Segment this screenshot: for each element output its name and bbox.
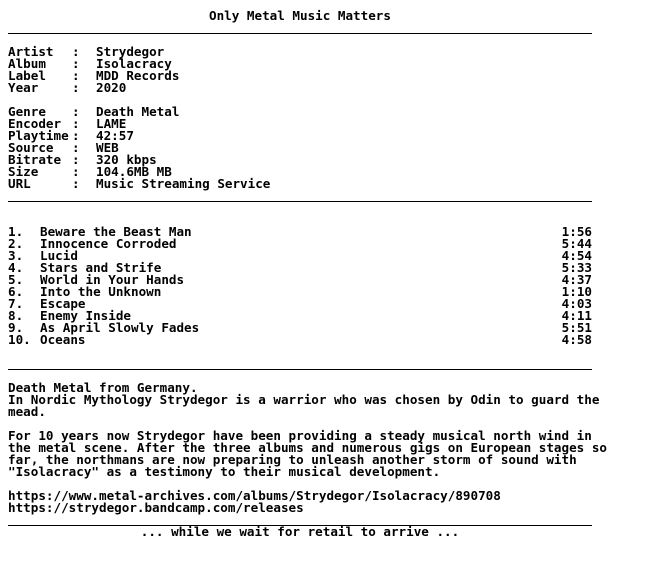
description-line: far, the northmans are now preparing to unleash another storm of sound with	[8, 452, 577, 467]
info-key: URL	[8, 176, 31, 191]
track-duration: 4:58	[561, 332, 592, 347]
track-number: 5.	[8, 272, 24, 287]
description-line: In Nordic Mythology Strydegor is a warrior who was chosen by Odin to guard the	[8, 392, 600, 407]
info-key: Label	[8, 68, 46, 83]
link-metal-archives[interactable]: https://www.metal-archives.com/albums/Strydegor/Isolacracy/890708	[8, 488, 501, 503]
info-value: LAME	[96, 116, 127, 131]
divider	[8, 190, 592, 202]
track-number: 1.	[8, 224, 24, 239]
track-duration: 4:37	[561, 272, 592, 287]
track-title: Escape	[40, 296, 86, 311]
footer-text: ... while we wait for retail to arrive ...	[140, 524, 460, 539]
info-row-url	[8, 178, 648, 190]
description-line: Death Metal from Germany.	[8, 380, 198, 395]
tracklist	[8, 226, 648, 346]
track-row	[8, 238, 592, 250]
track-title: Oceans	[40, 332, 86, 347]
track-number: 7.	[8, 296, 24, 311]
description-line: For 10 years now Strydegor have been providing a steady musical north wind in	[8, 428, 592, 443]
link-bandcamp[interactable]: https://strydegor.bandcamp.com/releases	[8, 500, 304, 515]
info-separator: :	[72, 128, 80, 143]
release-description	[8, 382, 648, 478]
info-separator: :	[72, 140, 80, 155]
track-row	[8, 286, 592, 298]
info-value: Strydegor	[96, 44, 165, 59]
info-separator: :	[72, 164, 80, 179]
info-value: Music Streaming Service	[96, 176, 271, 191]
track-title: Innocence Corroded	[40, 236, 177, 251]
track-number: 9.	[8, 320, 24, 335]
description-line: "Isolacracy" as a testimony to their musical development.	[8, 464, 441, 479]
track-title: Into the Unknown	[40, 284, 162, 299]
info-key: Size	[8, 164, 39, 179]
description-line: mead.	[8, 404, 46, 419]
track-duration: 4:03	[561, 296, 592, 311]
info-value: Death Metal	[96, 104, 180, 119]
info-separator: :	[72, 176, 80, 191]
track-title: Beware the Beast Man	[40, 224, 192, 239]
page-title: Only Metal Music Matters	[209, 8, 391, 23]
info-key: Artist	[8, 44, 54, 59]
info-key: Playtime	[8, 128, 69, 143]
release-info	[8, 46, 648, 94]
track-number: 10.	[8, 332, 31, 347]
info-key: Album	[8, 56, 46, 71]
divider	[8, 358, 592, 370]
track-duration: 5:44	[561, 236, 592, 251]
info-key: Source	[8, 140, 54, 155]
info-separator: :	[72, 116, 80, 131]
info-separator: :	[72, 104, 80, 119]
track-number: 2.	[8, 236, 24, 251]
track-duration: 4:11	[561, 308, 592, 323]
info-key: Bitrate	[8, 152, 62, 167]
info-row-year	[8, 82, 648, 94]
track-title: World in Your Hands	[40, 272, 185, 287]
info-key: Year	[8, 80, 39, 95]
track-number: 3.	[8, 248, 24, 263]
track-duration: 5:51	[561, 320, 592, 335]
info-value: Isolacracy	[96, 56, 172, 71]
info-separator: :	[72, 44, 80, 59]
info-value: WEB	[96, 140, 119, 155]
track-title: As April Slowly Fades	[40, 320, 200, 335]
track-row	[8, 322, 592, 334]
info-separator: :	[72, 152, 80, 167]
track-number: 6.	[8, 284, 24, 299]
info-separator: :	[72, 56, 80, 71]
track-number: 4.	[8, 260, 24, 275]
info-separator: :	[72, 68, 80, 83]
track-duration: 1:10	[561, 284, 592, 299]
info-value: 2020	[96, 80, 127, 95]
info-value: 104.6MB MB	[96, 164, 172, 179]
track-duration: 1:56	[561, 224, 592, 239]
track-title: Stars and Strife	[40, 260, 162, 275]
divider	[8, 514, 592, 526]
track-duration: 5:33	[561, 260, 592, 275]
track-number: 8.	[8, 308, 24, 323]
track-duration: 4:54	[561, 248, 592, 263]
divider	[8, 22, 592, 34]
info-key: Encoder	[8, 116, 62, 131]
technical-info	[8, 106, 648, 190]
track-title: Lucid	[40, 248, 78, 263]
info-value: MDD Records	[96, 68, 180, 83]
track-row	[8, 334, 592, 346]
info-value: 320 kbps	[96, 152, 157, 167]
description-line: the metal scene. After the three albums and numerous gigs on European stages so	[8, 440, 607, 455]
nfo-document	[8, 10, 648, 538]
track-title: Enemy Inside	[40, 308, 131, 323]
info-value: 42:57	[96, 128, 134, 143]
links	[8, 490, 648, 514]
info-key: Genre	[8, 104, 46, 119]
info-separator: :	[72, 80, 80, 95]
